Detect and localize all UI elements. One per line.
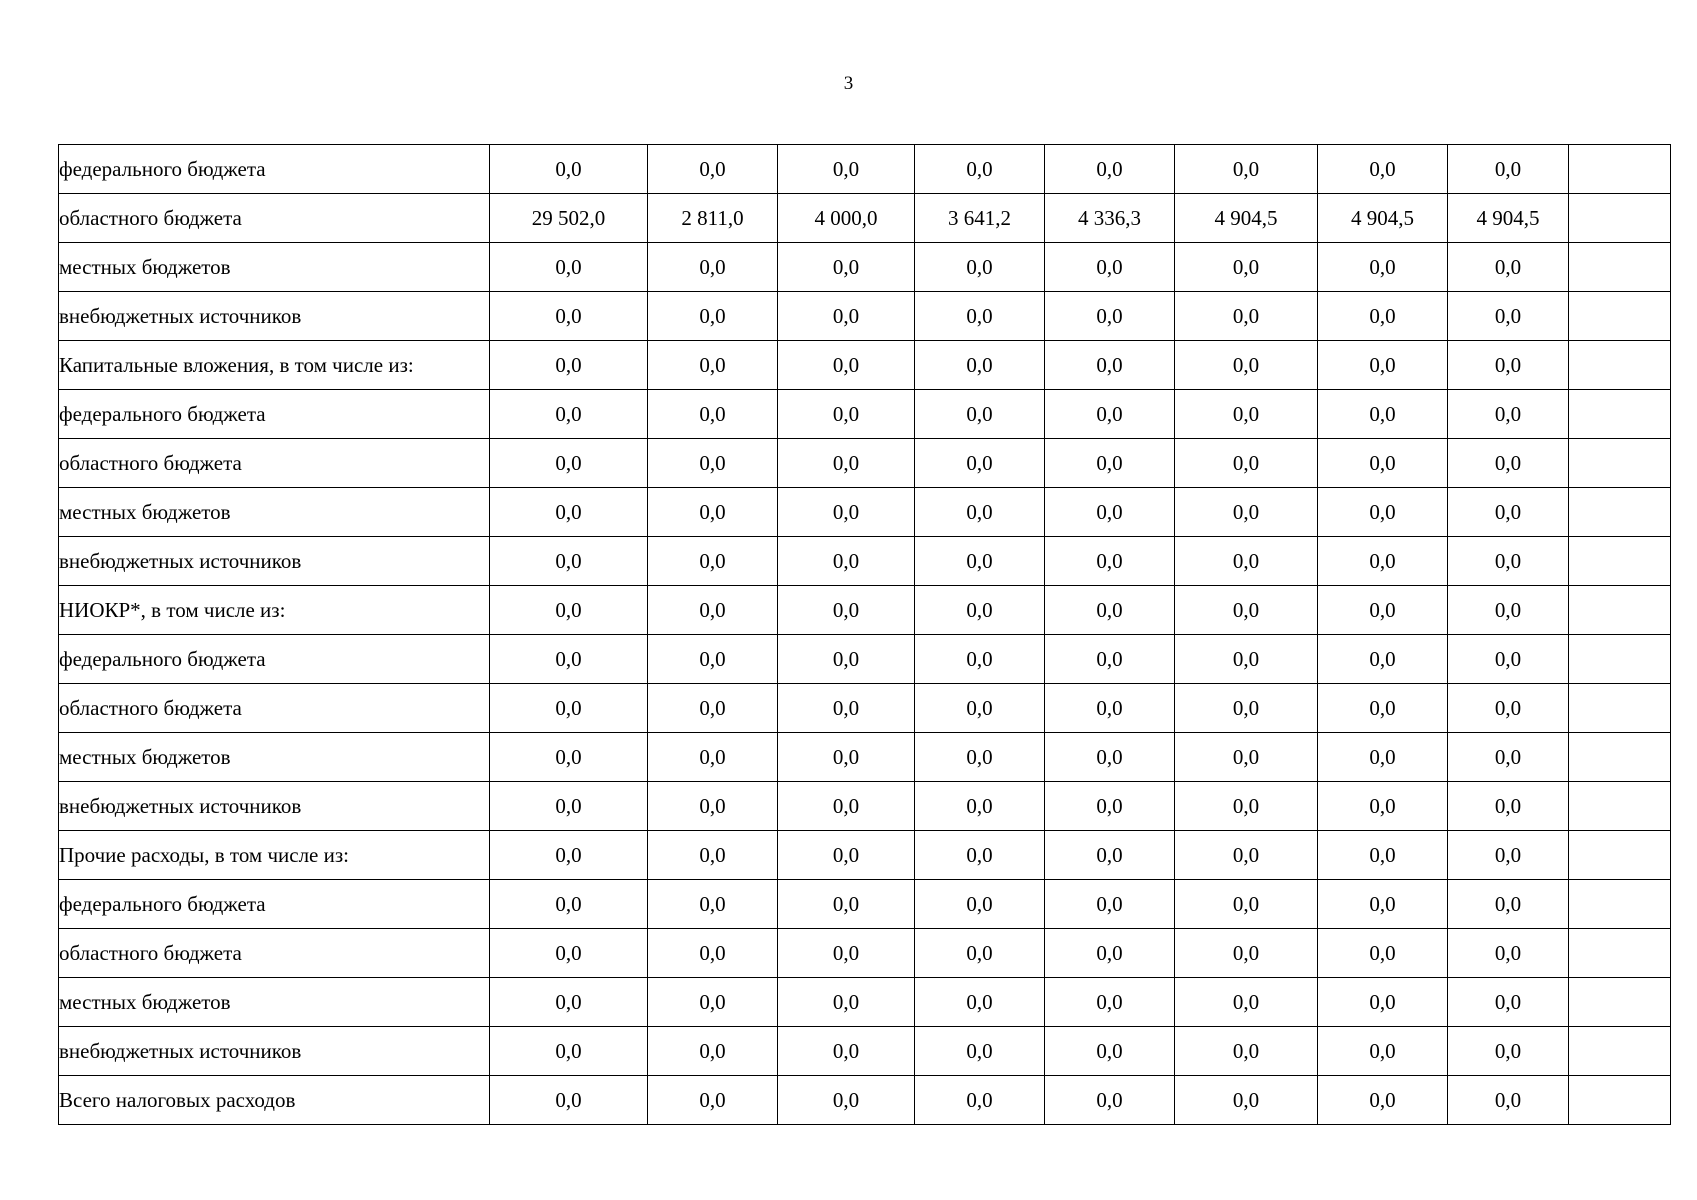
table-row xyxy=(59,390,1671,439)
value-cell: 0,0 xyxy=(915,390,1045,439)
value-cell: 0,0 xyxy=(1045,243,1175,292)
value-cell: 0,0 xyxy=(1175,243,1318,292)
value-cell: 0,0 xyxy=(778,684,915,733)
row-label: местных бюджетов xyxy=(59,488,490,537)
value-cell: 0,0 xyxy=(1448,929,1569,978)
value-cell: 0,0 xyxy=(648,439,778,488)
extra-cell xyxy=(1569,978,1671,1027)
value-cell: 0,0 xyxy=(778,1076,915,1125)
value-cell: 0,0 xyxy=(648,1076,778,1125)
value-cell: 0,0 xyxy=(1045,145,1175,194)
table-row xyxy=(59,1027,1671,1076)
value-cell: 0,0 xyxy=(1175,782,1318,831)
value-cell: 0,0 xyxy=(1448,292,1569,341)
value-cell: 0,0 xyxy=(1175,831,1318,880)
table-row xyxy=(59,929,1671,978)
value-cell: 0,0 xyxy=(490,782,648,831)
value-cell: 0,0 xyxy=(1318,635,1448,684)
value-cell: 0,0 xyxy=(1318,292,1448,341)
value-cell: 0,0 xyxy=(1045,586,1175,635)
row-label: Прочие расходы, в том числе из: xyxy=(59,831,490,880)
row-label: федерального бюджета xyxy=(59,880,490,929)
value-cell: 0,0 xyxy=(1318,537,1448,586)
value-cell: 0,0 xyxy=(915,586,1045,635)
value-cell: 4 904,5 xyxy=(1448,194,1569,243)
value-cell: 0,0 xyxy=(1045,537,1175,586)
value-cell: 0,0 xyxy=(490,978,648,1027)
value-cell: 0,0 xyxy=(1045,1027,1175,1076)
extra-cell xyxy=(1569,1076,1671,1125)
value-cell: 0,0 xyxy=(1175,635,1318,684)
value-cell: 0,0 xyxy=(778,880,915,929)
value-cell: 0,0 xyxy=(778,831,915,880)
value-cell: 0,0 xyxy=(1045,880,1175,929)
value-cell: 0,0 xyxy=(1175,733,1318,782)
value-cell: 0,0 xyxy=(1448,439,1569,488)
value-cell: 0,0 xyxy=(648,341,778,390)
value-cell: 0,0 xyxy=(1045,1076,1175,1125)
value-cell: 0,0 xyxy=(1448,831,1569,880)
extra-cell xyxy=(1569,243,1671,292)
value-cell: 0,0 xyxy=(490,733,648,782)
row-label: областного бюджета xyxy=(59,684,490,733)
row-label: внебюджетных источников xyxy=(59,782,490,831)
value-cell: 4 336,3 xyxy=(1045,194,1175,243)
table-row xyxy=(59,635,1671,684)
value-cell: 0,0 xyxy=(490,390,648,439)
row-label: внебюджетных источников xyxy=(59,292,490,341)
value-cell: 0,0 xyxy=(490,1027,648,1076)
value-cell: 0,0 xyxy=(490,929,648,978)
row-label: областного бюджета xyxy=(59,439,490,488)
budget-table xyxy=(58,144,1671,1125)
value-cell: 0,0 xyxy=(1318,782,1448,831)
budget-table-body xyxy=(59,145,1671,1125)
value-cell: 0,0 xyxy=(915,782,1045,831)
value-cell: 0,0 xyxy=(648,390,778,439)
value-cell: 0,0 xyxy=(490,341,648,390)
row-label: федерального бюджета xyxy=(59,390,490,439)
value-cell: 0,0 xyxy=(915,1076,1045,1125)
value-cell: 29 502,0 xyxy=(490,194,648,243)
table-row xyxy=(59,684,1671,733)
value-cell: 0,0 xyxy=(1175,439,1318,488)
value-cell: 0,0 xyxy=(1175,978,1318,1027)
value-cell: 0,0 xyxy=(648,782,778,831)
value-cell: 0,0 xyxy=(778,635,915,684)
value-cell: 0,0 xyxy=(1318,1076,1448,1125)
value-cell: 0,0 xyxy=(1448,635,1569,684)
table-row xyxy=(59,831,1671,880)
value-cell: 0,0 xyxy=(648,635,778,684)
value-cell: 0,0 xyxy=(1045,684,1175,733)
row-label: Капитальные вложения, в том числе из: xyxy=(59,341,490,390)
value-cell: 0,0 xyxy=(490,488,648,537)
row-label: федерального бюджета xyxy=(59,145,490,194)
value-cell: 0,0 xyxy=(1448,733,1569,782)
value-cell: 0,0 xyxy=(1045,341,1175,390)
value-cell: 0,0 xyxy=(648,488,778,537)
value-cell: 0,0 xyxy=(778,243,915,292)
value-cell: 0,0 xyxy=(1318,929,1448,978)
value-cell: 0,0 xyxy=(1448,684,1569,733)
value-cell: 0,0 xyxy=(1318,733,1448,782)
value-cell: 0,0 xyxy=(1175,880,1318,929)
value-cell: 0,0 xyxy=(490,292,648,341)
table-row xyxy=(59,1076,1671,1125)
value-cell: 0,0 xyxy=(778,782,915,831)
table-row xyxy=(59,733,1671,782)
extra-cell xyxy=(1569,292,1671,341)
value-cell: 0,0 xyxy=(648,733,778,782)
value-cell: 0,0 xyxy=(1045,488,1175,537)
value-cell: 0,0 xyxy=(1318,390,1448,439)
extra-cell xyxy=(1569,684,1671,733)
value-cell: 0,0 xyxy=(915,341,1045,390)
value-cell: 0,0 xyxy=(1318,145,1448,194)
value-cell: 0,0 xyxy=(1045,292,1175,341)
value-cell: 0,0 xyxy=(490,831,648,880)
row-label: федерального бюджета xyxy=(59,635,490,684)
value-cell: 0,0 xyxy=(648,978,778,1027)
value-cell: 4 904,5 xyxy=(1175,194,1318,243)
value-cell: 0,0 xyxy=(648,880,778,929)
extra-cell xyxy=(1569,831,1671,880)
row-label: внебюджетных источников xyxy=(59,1027,490,1076)
row-label: областного бюджета xyxy=(59,929,490,978)
value-cell: 0,0 xyxy=(1448,1027,1569,1076)
value-cell: 0,0 xyxy=(915,733,1045,782)
extra-cell xyxy=(1569,145,1671,194)
extra-cell xyxy=(1569,390,1671,439)
value-cell: 0,0 xyxy=(648,684,778,733)
table-row xyxy=(59,292,1671,341)
row-label: НИОКР*, в том числе из: xyxy=(59,586,490,635)
value-cell: 0,0 xyxy=(648,1027,778,1076)
value-cell: 0,0 xyxy=(490,145,648,194)
value-cell: 0,0 xyxy=(778,292,915,341)
value-cell: 0,0 xyxy=(915,880,1045,929)
value-cell: 0,0 xyxy=(490,1076,648,1125)
value-cell: 0,0 xyxy=(1175,1076,1318,1125)
value-cell: 0,0 xyxy=(1448,1076,1569,1125)
value-cell: 0,0 xyxy=(1318,978,1448,1027)
value-cell: 0,0 xyxy=(1175,684,1318,733)
value-cell: 0,0 xyxy=(648,243,778,292)
value-cell: 0,0 xyxy=(778,439,915,488)
value-cell: 0,0 xyxy=(778,733,915,782)
value-cell: 0,0 xyxy=(1175,390,1318,439)
value-cell: 0,0 xyxy=(1448,341,1569,390)
extra-cell xyxy=(1569,537,1671,586)
value-cell: 0,0 xyxy=(778,586,915,635)
value-cell: 0,0 xyxy=(1045,635,1175,684)
extra-cell xyxy=(1569,488,1671,537)
value-cell: 0,0 xyxy=(1448,390,1569,439)
extra-cell xyxy=(1569,586,1671,635)
value-cell: 0,0 xyxy=(778,145,915,194)
value-cell: 0,0 xyxy=(915,488,1045,537)
value-cell: 0,0 xyxy=(490,684,648,733)
value-cell: 0,0 xyxy=(1175,1027,1318,1076)
value-cell: 0,0 xyxy=(648,145,778,194)
value-cell: 0,0 xyxy=(1318,439,1448,488)
row-label: местных бюджетов xyxy=(59,733,490,782)
value-cell: 0,0 xyxy=(1448,243,1569,292)
row-label: местных бюджетов xyxy=(59,978,490,1027)
value-cell: 0,0 xyxy=(648,831,778,880)
value-cell: 0,0 xyxy=(490,243,648,292)
value-cell: 0,0 xyxy=(1175,488,1318,537)
table-row xyxy=(59,537,1671,586)
value-cell: 0,0 xyxy=(915,292,1045,341)
value-cell: 0,0 xyxy=(1175,292,1318,341)
extra-cell xyxy=(1569,929,1671,978)
value-cell: 0,0 xyxy=(648,929,778,978)
value-cell: 0,0 xyxy=(1175,537,1318,586)
value-cell: 0,0 xyxy=(1448,145,1569,194)
value-cell: 0,0 xyxy=(1045,782,1175,831)
value-cell: 0,0 xyxy=(778,537,915,586)
value-cell: 0,0 xyxy=(1318,684,1448,733)
value-cell: 0,0 xyxy=(1318,586,1448,635)
extra-cell xyxy=(1569,635,1671,684)
value-cell: 0,0 xyxy=(1045,390,1175,439)
value-cell: 0,0 xyxy=(915,439,1045,488)
value-cell: 0,0 xyxy=(490,880,648,929)
value-cell: 0,0 xyxy=(1448,782,1569,831)
value-cell: 0,0 xyxy=(490,586,648,635)
value-cell: 0,0 xyxy=(1175,341,1318,390)
row-label: областного бюджета xyxy=(59,194,490,243)
row-label: Всего налоговых расходов xyxy=(59,1076,490,1125)
value-cell: 0,0 xyxy=(1318,880,1448,929)
extra-cell xyxy=(1569,733,1671,782)
value-cell: 0,0 xyxy=(915,243,1045,292)
extra-cell xyxy=(1569,880,1671,929)
extra-cell xyxy=(1569,439,1671,488)
value-cell: 0,0 xyxy=(1448,586,1569,635)
table-row xyxy=(59,978,1671,1027)
value-cell: 3 641,2 xyxy=(915,194,1045,243)
value-cell: 0,0 xyxy=(1318,341,1448,390)
value-cell: 0,0 xyxy=(1318,1027,1448,1076)
value-cell: 0,0 xyxy=(1448,488,1569,537)
table-row xyxy=(59,782,1671,831)
table-row xyxy=(59,145,1671,194)
value-cell: 0,0 xyxy=(915,537,1045,586)
value-cell: 0,0 xyxy=(778,978,915,1027)
value-cell: 0,0 xyxy=(1175,929,1318,978)
value-cell: 0,0 xyxy=(490,537,648,586)
value-cell: 0,0 xyxy=(1175,586,1318,635)
value-cell: 0,0 xyxy=(915,831,1045,880)
value-cell: 4 000,0 xyxy=(778,194,915,243)
value-cell: 0,0 xyxy=(778,341,915,390)
value-cell: 0,0 xyxy=(1175,145,1318,194)
value-cell: 4 904,5 xyxy=(1318,194,1448,243)
value-cell: 0,0 xyxy=(1045,439,1175,488)
value-cell: 0,0 xyxy=(778,1027,915,1076)
table-row xyxy=(59,586,1671,635)
value-cell: 0,0 xyxy=(1045,929,1175,978)
value-cell: 2 811,0 xyxy=(648,194,778,243)
table-row xyxy=(59,194,1671,243)
value-cell: 0,0 xyxy=(1045,978,1175,1027)
value-cell: 0,0 xyxy=(490,439,648,488)
value-cell: 0,0 xyxy=(1318,831,1448,880)
table-row xyxy=(59,488,1671,537)
extra-cell xyxy=(1569,194,1671,243)
value-cell: 0,0 xyxy=(1318,488,1448,537)
value-cell: 0,0 xyxy=(915,929,1045,978)
value-cell: 0,0 xyxy=(778,390,915,439)
value-cell: 0,0 xyxy=(1448,537,1569,586)
table-row xyxy=(59,243,1671,292)
value-cell: 0,0 xyxy=(915,684,1045,733)
extra-cell xyxy=(1569,782,1671,831)
value-cell: 0,0 xyxy=(778,488,915,537)
value-cell: 0,0 xyxy=(1318,243,1448,292)
value-cell: 0,0 xyxy=(915,145,1045,194)
extra-cell xyxy=(1569,341,1671,390)
value-cell: 0,0 xyxy=(1448,880,1569,929)
row-label: внебюджетных источников xyxy=(59,537,490,586)
value-cell: 0,0 xyxy=(915,1027,1045,1076)
table-row xyxy=(59,880,1671,929)
value-cell: 0,0 xyxy=(1448,978,1569,1027)
page-number: 3 xyxy=(843,73,854,94)
value-cell: 0,0 xyxy=(648,292,778,341)
value-cell: 0,0 xyxy=(778,929,915,978)
table-row xyxy=(59,439,1671,488)
extra-cell xyxy=(1569,1027,1671,1076)
value-cell: 0,0 xyxy=(1045,733,1175,782)
value-cell: 0,0 xyxy=(490,635,648,684)
value-cell: 0,0 xyxy=(915,978,1045,1027)
value-cell: 0,0 xyxy=(648,586,778,635)
row-label: местных бюджетов xyxy=(59,243,490,292)
table-row xyxy=(59,341,1671,390)
value-cell: 0,0 xyxy=(915,635,1045,684)
value-cell: 0,0 xyxy=(1045,831,1175,880)
value-cell: 0,0 xyxy=(648,537,778,586)
